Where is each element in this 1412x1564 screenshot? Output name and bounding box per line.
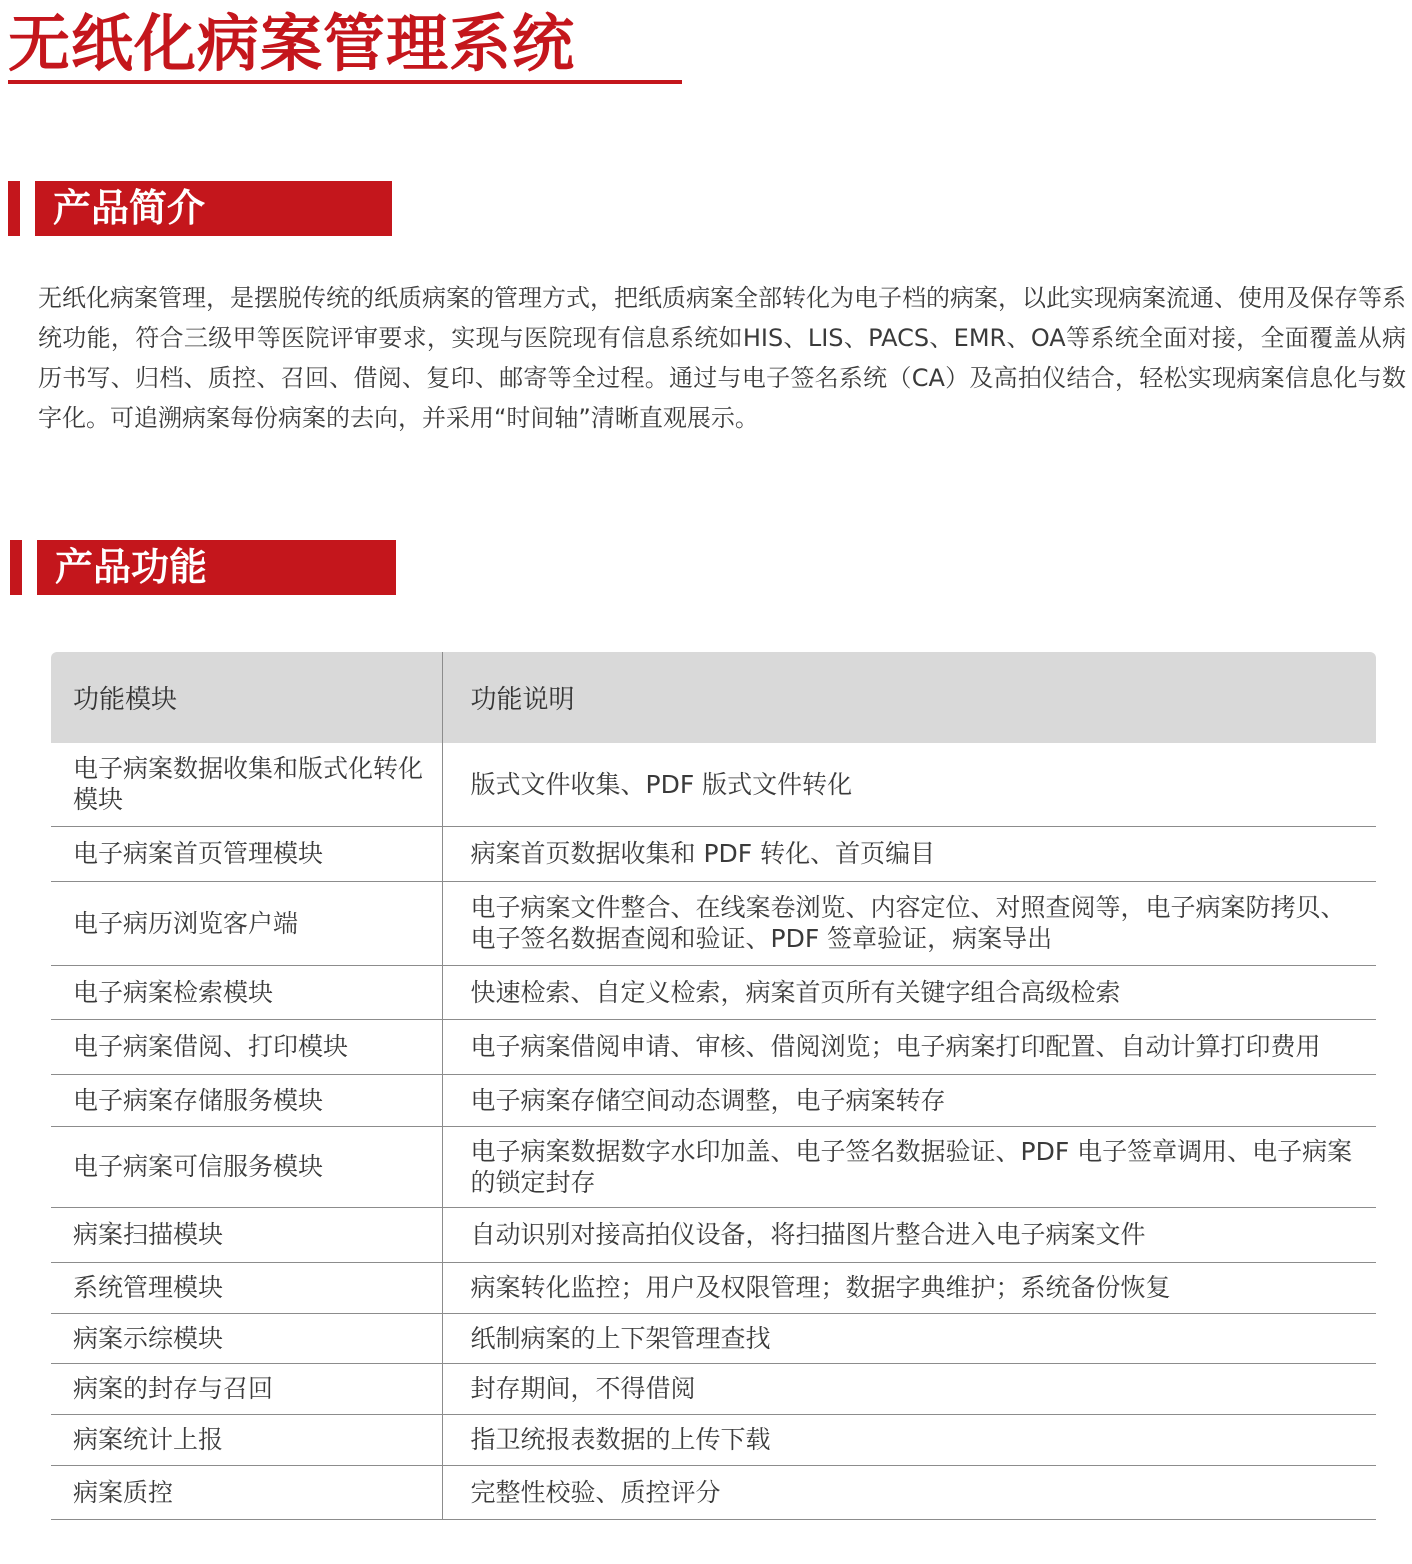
module-cell: 电子病案检索模块 — [51, 965, 442, 1019]
table-row — [51, 965, 1376, 1019]
module-cell: 病案的封存与召回 — [51, 1363, 442, 1414]
page-title: 无纸化病案管理系统 — [8, 7, 576, 80]
description-cell: 病案转化监控；用户及权限管理；数据字典维护；系统备份恢复 — [442, 1262, 1376, 1313]
title-underline — [8, 80, 682, 84]
module-cell: 电子病案存储服务模块 — [51, 1074, 442, 1126]
description-cell: 电子病案借阅申请、审核、借阅浏览；电子病案打印配置、自动计算打印费用 — [442, 1019, 1376, 1074]
table-row — [51, 1019, 1376, 1074]
section-accent-bar — [8, 181, 20, 236]
intro-paragraph: 无纸化病案管理，是摆脱传统的纸质病案的管理方式，把纸质病案全部转化为电子档的病案，以此实现病案流通、使用及保存等系统功能，符合三级甲等医院评审要求，实现与医院现有信息系统如HIS、LIS、PACS、EMR、OA等系统全面对接，全面覆盖从病历书写、归档、质控、召回、借阅、复印、邮寄等全过程。通过与电子签名系统（CA）及高拍仪结合，轻松实现病案信息化与数字化。可追溯病案每份病案的去向，并采用“时间轴”清晰直观展示。 — [38, 284, 1406, 432]
table-row — [51, 1414, 1376, 1465]
section-heading-label: 产品功能 — [37, 540, 396, 595]
module-cell: 电子病案可信服务模块 — [51, 1126, 442, 1207]
module-cell: 电子病历浏览客户端 — [51, 881, 442, 965]
section-heading-functions — [10, 540, 396, 595]
description-cell: 快速检索、自定义检索，病案首页所有关键字组合高级检索 — [442, 965, 1376, 1019]
column-header-description: 功能说明 — [442, 652, 1376, 743]
module-cell: 病案示综模块 — [51, 1313, 442, 1363]
module-cell: 电子病案数据收集和版式化转化模块 — [51, 743, 442, 826]
description-cell: 电子病案数据数字水印加盖、电子签名数据验证、PDF 电子签章调用、电子病案的锁定封存 — [442, 1126, 1376, 1207]
table-row — [51, 743, 1376, 826]
table-row — [51, 1313, 1376, 1363]
description-cell: 版式文件收集、PDF 版式文件转化 — [442, 743, 1376, 826]
description-cell: 纸制病案的上下架管理查找 — [442, 1313, 1376, 1363]
table-row — [51, 881, 1376, 965]
module-cell: 电子病案首页管理模块 — [51, 826, 442, 881]
module-cell: 病案统计上报 — [51, 1414, 442, 1465]
section-heading-label: 产品简介 — [35, 181, 392, 236]
description-cell: 封存期间，不得借阅 — [442, 1363, 1376, 1414]
module-cell: 电子病案借阅、打印模块 — [51, 1019, 442, 1074]
table-row — [51, 1363, 1376, 1414]
table-row — [51, 1074, 1376, 1126]
column-header-module: 功能模块 — [51, 652, 442, 743]
description-cell: 自动识别对接高拍仪设备，将扫描图片整合进入电子病案文件 — [442, 1207, 1376, 1262]
description-cell: 电子病案文件整合、在线案卷浏览、内容定位、对照查阅等，电子病案防拷贝、电子签名数据查阅和验证、PDF 签章验证，病案导出 — [442, 881, 1376, 965]
section-heading-intro — [8, 181, 392, 236]
table-row — [51, 1465, 1376, 1519]
section-accent-bar — [10, 540, 22, 595]
module-cell: 病案质控 — [51, 1465, 442, 1519]
description-cell: 病案首页数据收集和 PDF 转化、首页编目 — [442, 826, 1376, 881]
description-cell: 完整性校验、质控评分 — [442, 1465, 1376, 1519]
table-header-row — [51, 652, 1376, 743]
table-row — [51, 1207, 1376, 1262]
table-row — [51, 826, 1376, 881]
module-cell: 系统管理模块 — [51, 1262, 442, 1313]
table-row — [51, 1126, 1376, 1207]
description-cell: 指卫统报表数据的上传下载 — [442, 1414, 1376, 1465]
description-cell: 电子病案存储空间动态调整，电子病案转存 — [442, 1074, 1376, 1126]
table-row — [51, 1262, 1376, 1313]
module-cell: 病案扫描模块 — [51, 1207, 442, 1262]
function-table — [51, 652, 1376, 1520]
